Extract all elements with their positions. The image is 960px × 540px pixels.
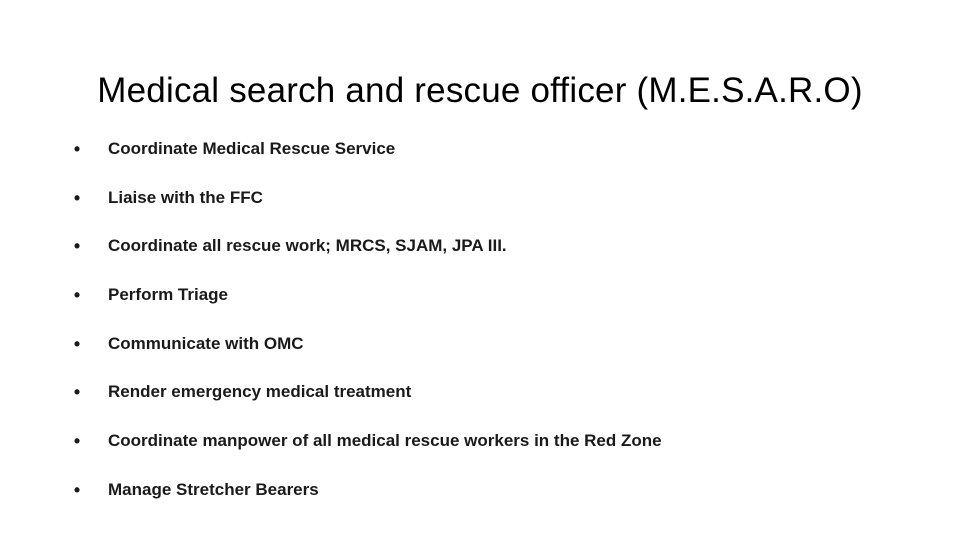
bullet-dot-icon: • [73,285,81,306]
bullet-text: Coordinate all rescue work; MRCS, SJAM, JPA III. [108,236,507,256]
bullet-item [70,426,930,475]
bullet-item [70,231,930,280]
bullet-item [70,475,930,524]
bullet-dot-icon: • [73,479,81,500]
bullet-text: Coordinate manpower of all medical rescue workers in the Red Zone [108,431,662,451]
bullet-dot-icon: • [73,382,81,403]
bullet-text: Communicate with OMC [108,333,304,353]
bullet-dot-icon: • [73,431,81,452]
bullet-dot-icon: • [73,333,81,354]
bullet-dot-icon: • [73,187,81,208]
bullet-item [70,377,930,426]
bullet-text: Manage Stretcher Bearers [108,479,319,499]
bullet-item [70,183,930,232]
bullet-list [70,134,930,524]
bullet-text: Coordinate Medical Rescue Service [108,139,396,158]
bullet-item [70,134,930,183]
bullet-dot-icon: • [73,139,81,159]
bullet-item [70,329,930,378]
slide-title: Medical search and rescue officer (M.E.S.A.R.O) [97,71,863,111]
bullet-text: Perform Triage [108,285,228,305]
bullet-dot-icon: • [73,236,81,257]
bullet-text: Render emergency medical treatment [108,382,412,402]
bullet-item [70,280,930,329]
bullet-text: Liaise with the FFC [108,187,263,207]
